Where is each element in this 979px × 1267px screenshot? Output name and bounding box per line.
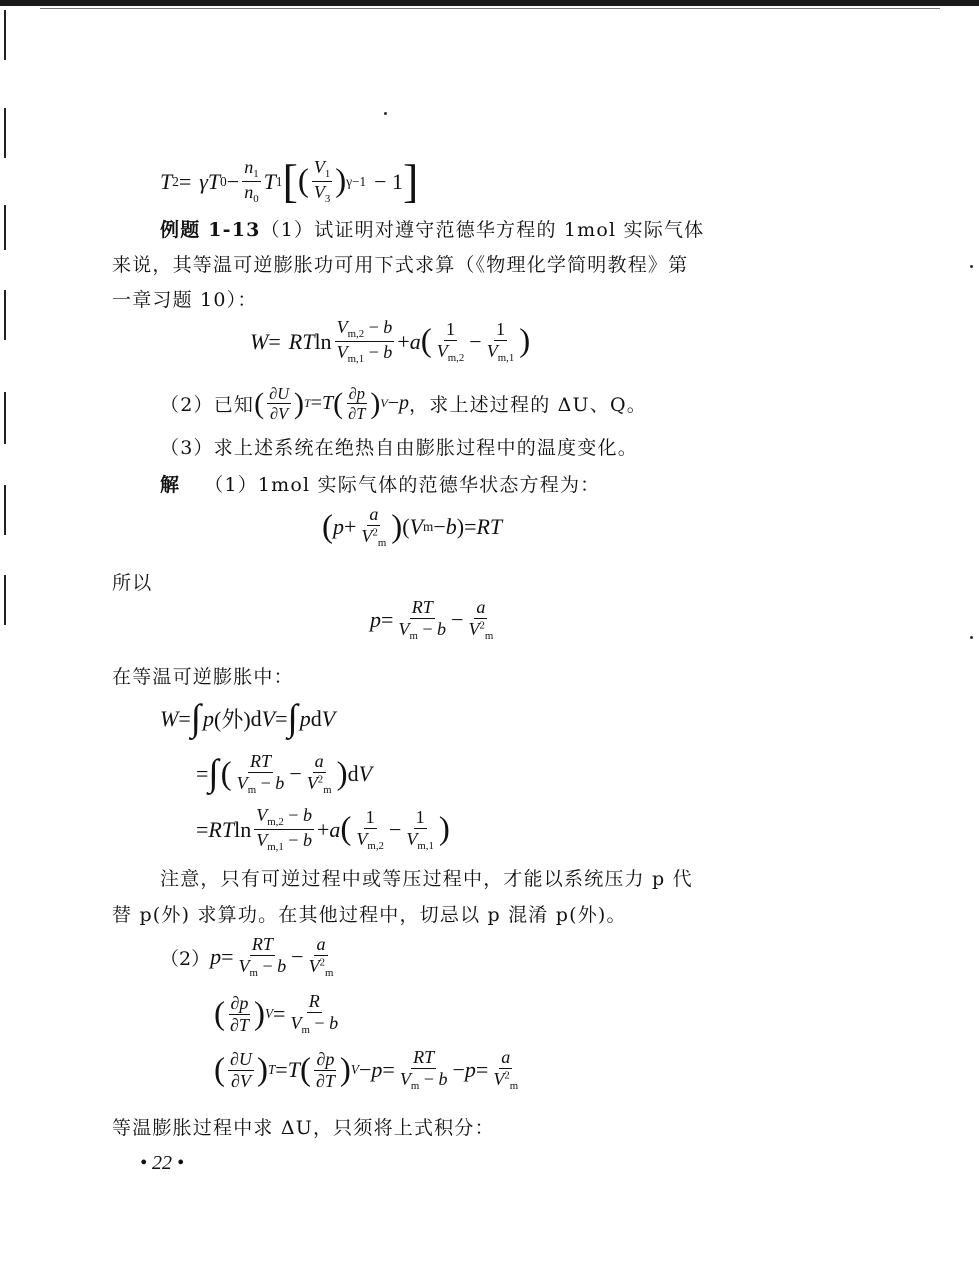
note-line-1: 注意，只有可逆过程中或等压过程中，才能以系统压力 p 代	[160, 868, 693, 890]
example-line-3: 一章习题 10）：	[112, 289, 258, 311]
therefore-text: 所以	[112, 572, 153, 594]
solution-label: 解	[160, 474, 181, 496]
isothermal-intro: 在等温可逆膨胀中：	[112, 666, 294, 688]
equation-dudv: ( $\frac{\partial U}{\partial V}$ ) T = T ( $\frac{\partial p}{\partial T}$ ) V − p = $\frac{RT}{V_m - b}$ − p = $\frac{a}{V^2_m}$	[214, 1047, 519, 1092]
scan-dot	[970, 265, 973, 268]
scan-dot	[384, 112, 387, 115]
equation-part2-p: （2） p = $\frac{RT}{V_m - b}$ − $\frac{a}{V^2_m}$	[160, 934, 334, 979]
scan-edge-mark	[4, 575, 6, 625]
scan-edge-mark	[4, 205, 6, 250]
top-border-thin-rule	[40, 8, 940, 9]
equation-vdw: ( p + $\frac{a}{V^2_m}$ ) ( V m − b ) = RT	[322, 504, 503, 549]
top-border-rule	[0, 0, 979, 6]
equation-dpdt: ( $\frac{\partial p}{\partial T}$ ) V = $\frac{R}{V_m - b}$	[214, 991, 339, 1036]
equation-w-line1: W = ∫ p (外) d V = ∫ p d V	[160, 698, 336, 739]
equation-p: p = $\frac{RT}{V_m - b}$ − $\frac{a}{V^2_m}$	[370, 597, 494, 642]
scan-edge-mark	[4, 392, 6, 444]
example-line-1: 例题 1-13（1）试证明对遵守范德华方程的 1mol 实际气体	[160, 219, 705, 241]
last-line: 等温膨胀过程中求 ΔU，只须将上式积分：	[112, 1117, 495, 1139]
solution-line-1: 解 （1）1mol 实际气体的范德华状态方程为：	[160, 474, 601, 496]
scan-edge-mark	[4, 108, 6, 158]
question-2: （2）已知 ( $\frac{\partial U}{\partial V}$ ) T = T ( $\frac{\partial p}{\partial T}$ ) V − p ，求上述过程的 ΔU、Q。	[160, 384, 647, 424]
example-line-2: 来说，其等温可逆膨胀功可用下式求算（《物理化学简明教程》第	[112, 254, 689, 276]
note-line-2: 替 p(外) 求算功。在其他过程中，切忌以 p 混淆 p(外)。	[112, 904, 627, 926]
question-3: （3）求上述系统在绝热自由膨胀过程中的温度变化。	[160, 437, 638, 459]
example-title: 例题 1-13	[160, 219, 261, 241]
equation-w-line3: = RT ln $\frac{V_{m,2} - b}{V_{m,1} - b}$ + a ( $\frac{1}{V_{m,2}}$ − $\frac{1}{V_{m,1}}$ )	[196, 805, 450, 853]
scan-edge-mark	[4, 290, 6, 340]
page-number: • 22 •	[140, 1152, 185, 1174]
scan-dot	[970, 636, 973, 639]
equation-w-line2: = ∫ ( $\frac{RT}{V_m - b}$ − $\frac{a}{V^2_m}$ ) d V	[196, 751, 373, 796]
scan-edge-mark	[4, 10, 6, 60]
scan-edge-mark	[4, 485, 6, 535]
equation-work: W = RT ln $\frac{V_{m,2} - b}{V_{m,1} - b}$ + a ( $\frac{1}{V_{m,2}}$ − $\frac{1}{V_{m,1}}$ )	[250, 317, 531, 365]
equation-t2: T 2 = γT 0 − $\frac{n_1}{n_0}$ T 1 [ ( $\frac{V_1}{V_3}$ ) γ−1 − 1 ]	[160, 155, 419, 207]
